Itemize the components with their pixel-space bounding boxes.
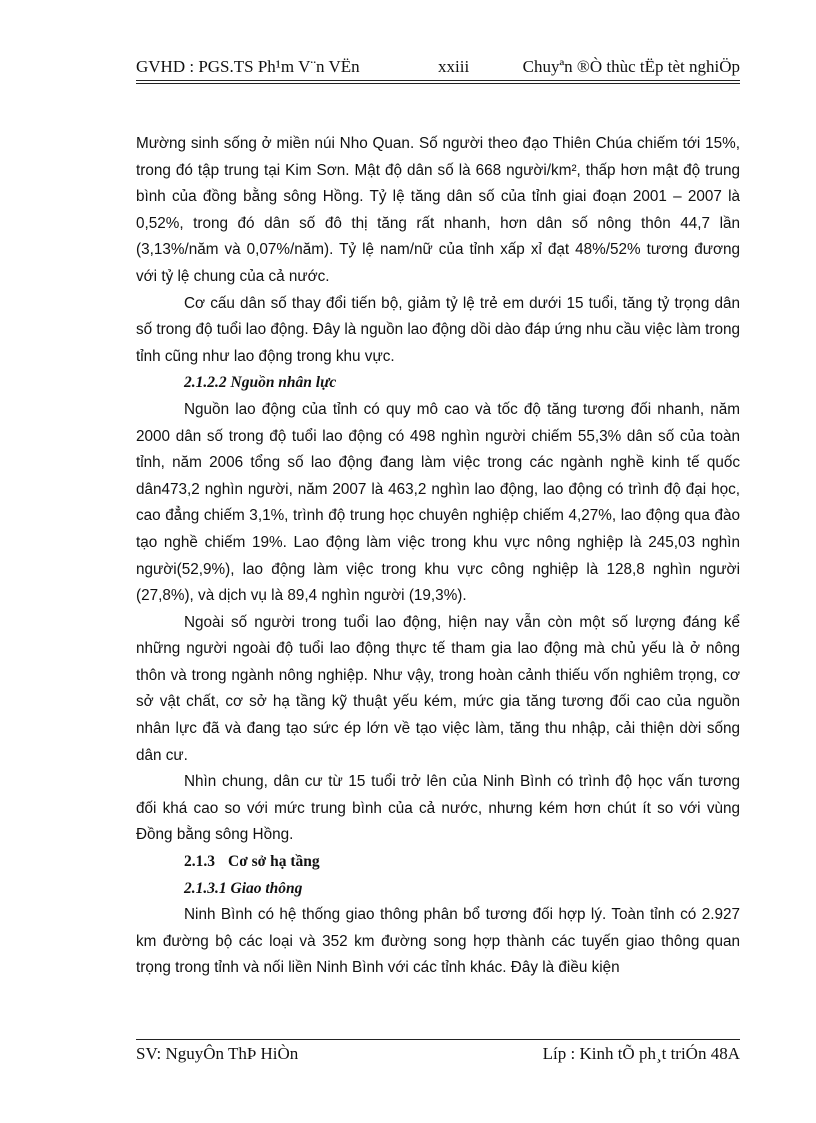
paragraph-transport: Ninh Bình có hệ thống giao thông phân bổ tương đối hợp lý. Toàn tỉnh có 2.927 km đường bộ các loại và 352 km đường song hợp thành các tuyến giao thông quan trọng trong tỉnh và nối liền Ninh Bình với các tỉnh khác. Đây là điều kiện [136,906,740,977]
paragraph-population-structure: Cơ cấu dân số thay đổi tiến bộ, giảm tỷ lệ trẻ em dưới 15 tuổi, tăng tỷ trọng dân số trong độ tuổi lao động. Đây là nguồn lao động dồi dào đáp ứng nhu cầu việc làm trong tỉnh cũng như lao động trong khu vực. [136,294,740,365]
supervisor-label: GVHD : PGS.TS Ph¹m V¨n VËn [136,57,360,76]
heading-infrastructure-number: 2.1.3 [184,853,215,871]
page-header [136,57,740,79]
document-title: Chuyªn ®Ò thùc tËp tèt nghiÖp [522,57,740,76]
class-label: Líp : Kinh tÕ ph¸t triÓn 48A [542,1044,740,1063]
paragraph-outside-working-age: Ngoài số người trong tuổi lao động, hiện nay vẫn còn một số lượng đáng kể những người ngoài độ tuổi lao động thực tế tham gia lao động mà chủ yếu là ở nông thôn và trong ngành nông nghiệp. Như vậy, trong hoàn cảnh thiếu vốn nghiêm trọng, cơ sở vật chất, cơ sở hạ tầng kỹ thuật yếu kém, mức gia tăng tương đối cao của nguồn nhân lực đã và đang tạo sức ép lớn về tạo việc làm, tăng thu nhập, cải thiện dời sống dân cư. [136,613,740,764]
paragraph-population: Mường sinh sống ở miền núi Nho Quan. Số người theo đạo Thiên Chúa chiếm tới 15%, trong đó tập trung tại Kim Sơn. Mật độ dân số là 668 người/km², thấp hơn mật độ trung bình của đồng bằng sông Hồng. Tỷ lệ tăng dân số của tỉnh giai đoạn 2001 – 2007 là 0,52%, trong đó dân số đô thị tăng rất nhanh, hơn dân số nông thôn 44,7 lần (3,13%/năm và 0,07%/năm). Tỷ lệ nam/nữ của tỉnh xấp xỉ đạt 48%/52% tương đương với tỷ lệ chung của cả nước. [136,135,740,285]
heading-infrastructure-title: Cơ sở hạ tầng [228,853,320,871]
page-footer [136,1044,740,1066]
paragraph-education-level: Nhìn chung, dân cư từ 15 tuổi trở lên của Ninh Bình có trình độ học vấn tương đối khá cao so với mức trung bình của cả nước, nhưng kém hơn chút ít so với vùng Đồng bằng sông Hồng. [136,773,740,844]
page-number: xxiii [438,57,470,76]
heading-human-resources: 2.1.2.2 Nguồn nhân lực [184,374,337,392]
footer-rule [136,1039,740,1040]
page-body [136,131,740,982]
header-rule-thin [136,83,740,84]
header-rule [136,80,740,81]
student-label: SV: NguyÔn ThÞ HiÒn [136,1044,299,1063]
paragraph-labor-force: Nguồn lao động của tỉnh có quy mô cao và tốc độ tăng tương đối nhanh, năm 2000 dân số trong độ tuổi lao động có 498 nghìn người chiếm 55,3% dân số của toàn tỉnh, năm 2006 tổng số lao động đang làm việc trong các ngành nghề kinh tế quốc dân473,2 nghìn người, năm 2007 là 463,2 nghìn lao động, lao động có trình độ đại học, cao đẳng chiếm 3,1%, trình độ trung học chuyên nghiệp chiếm 4,27%, lao động qua đào tạo nghề chiếm 19%. Lao động làm việc trong khu vực nông nghiệp là 245,03 nghìn người(52,9%), lao động làm việc trong khu vực công nghiệp là 128,8 nghìn người (27,8%), và dịch vụ là 89,4 nghìn người (19,3%). [136,400,740,605]
heading-infrastructure [136,849,740,876]
heading-transport: 2.1.3.1 Giao thông [184,879,303,897]
